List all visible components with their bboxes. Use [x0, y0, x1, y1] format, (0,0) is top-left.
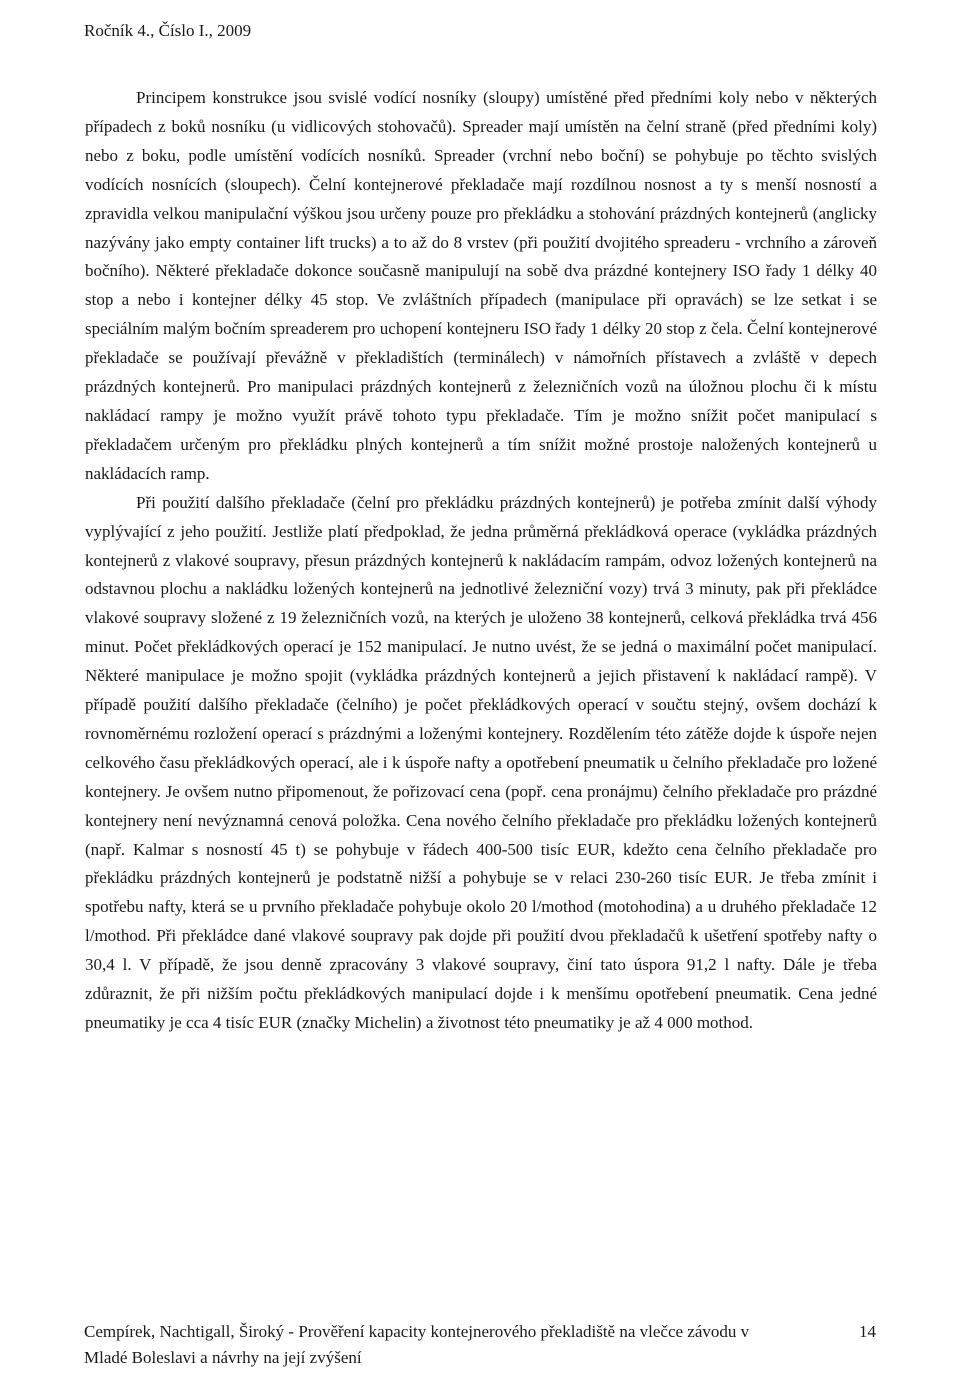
body-text — [85, 84, 877, 1038]
page-footer — [84, 1319, 876, 1371]
page-number: 14 — [859, 1322, 876, 1341]
footer-title: Cempírek, Nachtigall, Široký - Prověření kapacity kontejnerového překladiště na vlečce závodu v Mladé Boleslavi a návrhy na její zvýšení — [84, 1322, 750, 1367]
paragraph: Principem konstrukce jsou svislé vodící nosníky (sloupy) umístěné před předními koly nebo v některých případech z boků nosníku (u vidlicových stohovačů). Spreader mají umístěn na čelní straně (před předními koly) nebo z boku, podle umístění vodících nosníků. Spreader (vrchní nebo boční) se pohybuje po těchto svislých vodících nosnících (sloupech). Čelní kontejnerové překladače mají rozdílnou nosnost a ty s menší nosností a zpravidla velkou manipulační výškou jsou určeny pouze pro překládku a stohování prázdných kontejnerů (anglicky nazývány jako empty container lift trucks) a to až do 8 vrstev (při použití dvojitého spreaderu - vrchního a zároveň bočního). Některé překladače dokonce současně manipulují na sobě dva prázdné kontejnery ISO řady 1 délky 40 stop a nebo i kontejner délky 45 stop. Ve zvláštních případech (manipulace při opravách) se lze setkat i se speciálním malým bočním spreaderem pro uchopení kontejneru ISO řady 1 délky 20 stop z čela. Čelní kontejnerové překladače se používají převážně v překladištích (terminálech) v námořních přístavech a zvláště v depech prázdných kontejnerů. Pro manipulaci prázdných kontejnerů z železničních vozů na úložnou plochu či k místu nakládací rampy je možno využít právě tohoto typu překladače. Tím je možno snížit počet manipulací s překladačem určeným pro překládku plných kontejnerů a tím snížit možné prostoje naložených kontejnerů u nakládacích ramp. — [85, 88, 877, 483]
running-header: Ročník 4., Číslo I., 2009 — [84, 21, 252, 40]
paragraph: Při použití dalšího překladače (čelní pro překládku prázdných kontejnerů) je potřeba zmínit další výhody vyplývající z jeho použití. Jestliže platí předpoklad, že jedna průměrná překládková operace (vykládka prázdných kontejnerů z vlakové soupravy, přesun prázdných kontejnerů k nakládacím rampám, odvoz ložených kontejnerů na odstavnou plochu a nakládku ložených kontejnerů na jednotlivé železniční vozy) trvá 3 minuty, pak při překládce vlakové soupravy složené z 19 železničních vozů, na kterých je uloženo 38 kontejnerů, celková překládka trvá 456 minut. Počet překládkových operací je 152 manipulací. Je nutno uvést, že se jedná o maximální počet manipulací. Některé manipulace je možno spojit (vykládka prázdných kontejnerů a jejich přistavení k nakládací rampě). V případě použití dalšího překladače (čelního) je počet překládkových operací v součtu stejný, ovšem dochází k rovnoměrnému rozložení operací s prázdnými a loženými kontejnery. Rozdělením této zátěže dojde k úspoře nejen celkového času překládkových operací, ale i k úspoře nafty a opotřebení pneumatik u čelního překladače pro ložené kontejnery. Je ovšem nutno připomenout, že pořizovací cena (popř. cena pronájmu) čelního překladače pro prázdné kontejnery není nevýznamná cenová položka. Cena nového čelního překladače pro překládku ložených kontejnerů (např. Kalmar s nosností 45 t) se pohybuje v řádech 400-500 tisíc EUR, kdežto cena čelního překladače pro překládku prázdných kontejnerů je podstatně nižší a pohybuje se v relaci 230-260 tisíc EUR. Je třeba zmínit i spotřebu nafty, která se u prvního překladače pohybuje okolo 20 l/mothod (motohodina) a u druhého překladače 12 l/mothod. Při překládce dané vlakové soupravy pak dojde při použití dvou překladačů k ušetření spotřeby nafty o 30,4 l. V případě, že jsou denně zpracovány 3 vlakové soupravy, činí tato úspora 91,2 l nafty. Dále je třeba zdůraznit, že při nižším počtu překládkových manipulací dojde i k menšímu opotřebení pneumatik. Cena jedné pneumatiky je cca 4 tisíc EUR (značky Michelin) a životnost této pneumatiky je až 4 000 mothod. — [85, 492, 877, 1032]
